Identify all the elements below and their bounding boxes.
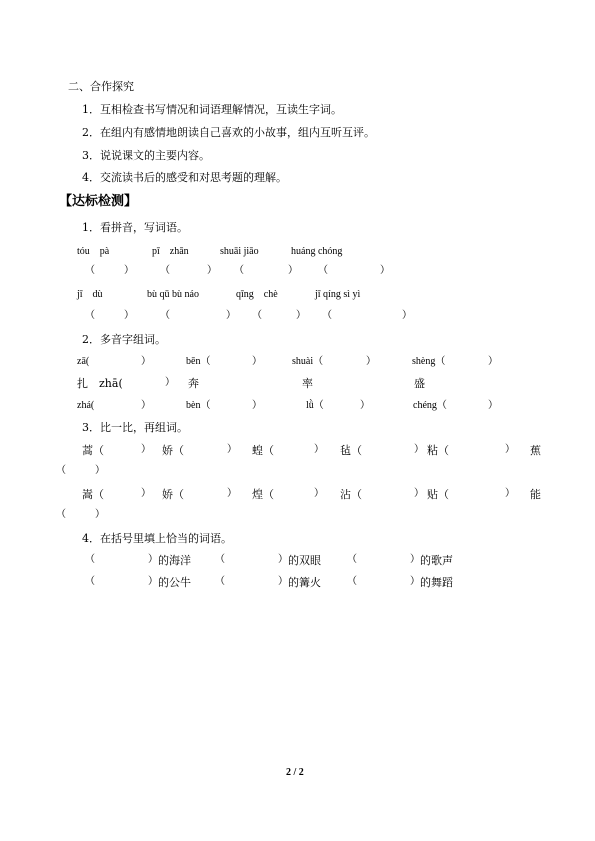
answer-paren-close: ） — [207, 265, 217, 276]
answer-paren-close: ） — [278, 554, 288, 565]
answer-paren-close: ） — [124, 310, 134, 321]
answer-paren-open: （ — [322, 310, 332, 321]
answer-paren-close: ） — [414, 488, 424, 499]
answer-paren-close: ） — [314, 444, 324, 455]
polyphone-char: 奔 — [188, 377, 199, 390]
answer-paren-open: （ — [347, 554, 357, 565]
compare-char: 贴（ — [427, 488, 449, 501]
answer-paren-close: ） — [141, 356, 151, 367]
answer-paren-open: （ — [160, 265, 170, 276]
pinyin: tóu pà — [77, 246, 110, 257]
compare-char: 嵩（ — [82, 488, 104, 501]
answer-paren-open: （ — [56, 465, 66, 476]
compare-char: 蒿（ — [82, 444, 104, 457]
answer-paren-open: （ — [85, 265, 95, 276]
compare-char: 蝗（ — [252, 444, 274, 457]
polyphone-char: 扎 zhā( — [77, 377, 123, 390]
answer-paren-open: （ — [252, 310, 262, 321]
answer-paren-open: （ — [160, 310, 170, 321]
fill-phrase: 的篝火 — [288, 576, 321, 589]
compare-char: 毡（ — [340, 444, 362, 457]
pinyin: jī dù — [77, 289, 103, 300]
answer-paren-close: ） — [141, 444, 151, 455]
answer-paren-close: ） — [410, 554, 420, 565]
answer-paren-close: ） — [414, 444, 424, 455]
compare-char: 粘（ — [427, 444, 449, 457]
pinyin: bēn（ — [186, 356, 211, 367]
answer-paren-open: （ — [85, 310, 95, 321]
list-item: 1．互相检查书写情况和词语理解情况，互读生字词。 — [82, 103, 342, 116]
answer-paren-open: （ — [85, 554, 95, 565]
answer-paren-open: （ — [318, 265, 328, 276]
compare-char: 娇（ — [162, 444, 184, 457]
answer-paren-close: ） — [380, 265, 390, 276]
compare-char: 能 — [530, 488, 541, 501]
answer-paren-close: ） — [360, 400, 370, 411]
answer-paren-close: ） — [296, 310, 306, 321]
answer-paren-close: ） — [148, 554, 158, 565]
answer-paren-close: ） — [288, 265, 298, 276]
answer-paren-open: （ — [347, 576, 357, 587]
answer-paren-close: ） — [227, 444, 237, 455]
pinyin: shuài（ — [292, 356, 324, 367]
pinyin: huáng chóng — [291, 246, 343, 257]
section-heading: 二、合作探究 — [68, 80, 134, 93]
answer-paren-open: （ — [56, 509, 66, 520]
polyphone-char: 率 — [302, 377, 313, 390]
test-title: 【达标检测】 — [59, 194, 138, 209]
answer-paren-close: ） — [226, 310, 236, 321]
answer-paren-close: ） — [95, 509, 105, 520]
answer-paren-close: ） — [148, 576, 158, 587]
fill-phrase: 的舞蹈 — [420, 576, 453, 589]
answer-paren-close: ） — [95, 465, 105, 476]
list-item: 4．交流读书后的感受和对思考题的理解。 — [82, 171, 287, 184]
answer-paren-close: ） — [314, 488, 324, 499]
answer-paren-open: （ — [215, 554, 225, 565]
answer-paren-close: ） — [488, 356, 498, 367]
answer-paren-close: ） — [488, 400, 498, 411]
pinyin: zhá( — [77, 400, 95, 411]
answer-paren-close: ） — [505, 444, 515, 455]
fill-phrase: 的双眼 — [288, 554, 321, 567]
answer-paren-close: ） — [227, 488, 237, 499]
pinyin: zā( — [77, 356, 90, 367]
pinyin: shèng（ — [412, 356, 446, 367]
answer-paren-open: （ — [234, 265, 244, 276]
polyphone-char: 盛 — [414, 377, 425, 390]
answer-paren-close: ） — [141, 488, 151, 499]
answer-paren-close: ） — [252, 356, 262, 367]
pinyin: bèn（ — [186, 400, 211, 411]
fill-phrase: 的海洋 — [158, 554, 191, 567]
compare-char: 煌（ — [252, 488, 274, 501]
compare-char: 沾（ — [340, 488, 362, 501]
answer-paren-close: ） — [165, 377, 175, 388]
fill-phrase: 的歌声 — [420, 554, 453, 567]
pinyin: bù qū bù náo — [147, 289, 199, 300]
list-item: 3．说说课文的主要内容。 — [82, 149, 210, 162]
answer-paren-close: ） — [141, 400, 151, 411]
compare-char: 娇（ — [162, 488, 184, 501]
answer-paren-close: ） — [124, 265, 134, 276]
fill-phrase: 的公牛 — [158, 576, 191, 589]
pinyin: chéng（ — [413, 400, 447, 411]
answer-paren-open: （ — [85, 576, 95, 587]
question-label: 2．多音字组词。 — [82, 333, 166, 346]
list-item: 2．在组内有感情地朗读自己喜欢的小故事，组内互听互评。 — [82, 126, 375, 139]
question-label: 3．比一比，再组词。 — [82, 421, 188, 434]
answer-paren-close: ） — [402, 310, 412, 321]
answer-paren-close: ） — [366, 356, 376, 367]
pinyin: lǜ（ — [306, 400, 324, 411]
page-number: 2 / 2 — [286, 767, 304, 778]
answer-paren-open: （ — [215, 576, 225, 587]
pinyin: pī zhān — [152, 246, 189, 257]
pinyin: shuāi jiāo — [220, 246, 259, 257]
answer-paren-close: ） — [505, 488, 515, 499]
question-label: 1．看拼音，写词语。 — [82, 221, 188, 234]
question-label: 4．在括号里填上恰当的词语。 — [82, 532, 232, 545]
answer-paren-close: ） — [278, 576, 288, 587]
answer-paren-close: ） — [252, 400, 262, 411]
answer-paren-close: ） — [410, 576, 420, 587]
pinyin: qīng chè — [236, 289, 278, 300]
compare-char: 蕉 — [530, 444, 541, 457]
pinyin: jī qíng sì yì — [315, 289, 361, 300]
